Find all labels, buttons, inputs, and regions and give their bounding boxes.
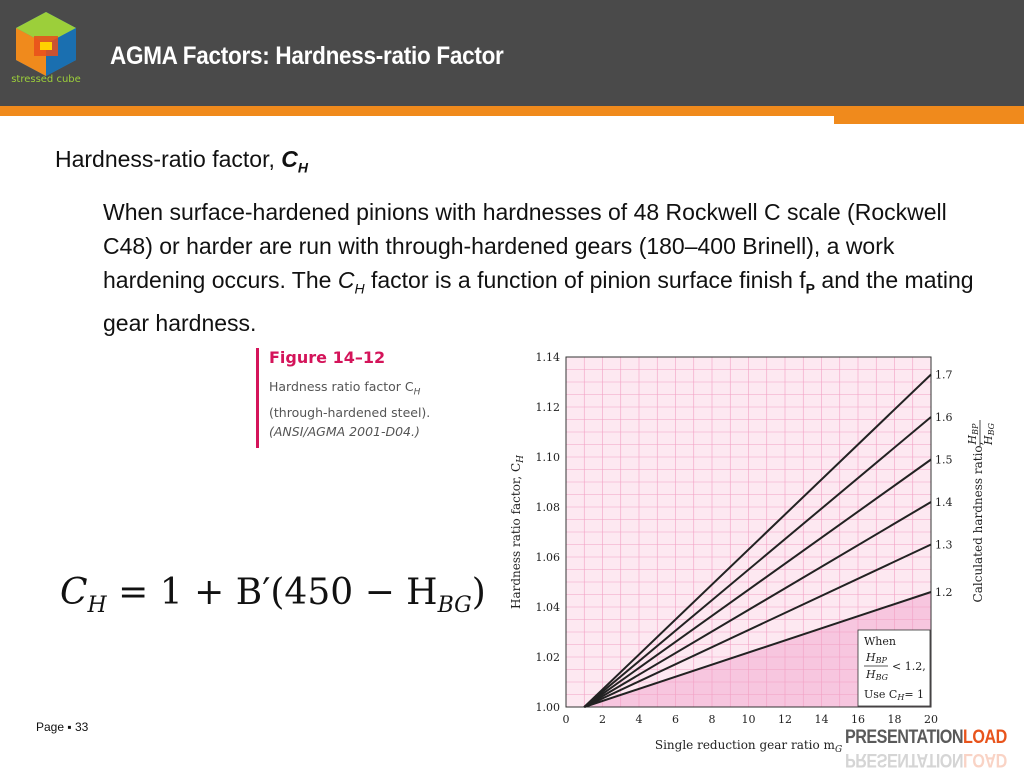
series-label: 1.6 <box>935 411 953 424</box>
x-tick-label: 6 <box>672 713 679 726</box>
note-ratio-den: HBG <box>866 668 889 682</box>
x-tick-label: 20 <box>924 713 938 726</box>
y-tick-label: 1.06 <box>535 551 560 564</box>
header-bar <box>0 0 1024 106</box>
x-tick-label: 0 <box>562 713 570 726</box>
figure-caption-line3: (ANSI/AGMA 2001-D04.) <box>269 423 420 439</box>
note-ratio-num: HBP <box>866 651 887 665</box>
series-label: 1.3 <box>935 538 953 552</box>
y-axis-label: Hardness ratio factor, $C_H$ <box>509 454 526 610</box>
x-tick-label: 14 <box>814 713 829 726</box>
series-label: 1.2 <box>935 586 953 599</box>
logo-text: stressed cube <box>11 74 81 85</box>
slide-title: AGMA Factors: Hardness-ratio Factor <box>110 42 504 70</box>
x-tick-label: 8 <box>708 713 716 726</box>
x-tick-label: 10 <box>741 713 756 726</box>
x-tick-label: 2 <box>599 713 606 726</box>
right-axis-label <box>966 420 996 602</box>
x-tick-label: 16 <box>851 713 865 726</box>
presentationload-brand: PRESENTATIONLOAD <box>845 727 1007 748</box>
y-tick-label: 1.00 <box>535 701 560 714</box>
x-axis-label: Single reduction gear ratio $m_G$ <box>654 738 843 755</box>
series-label: 1.5 <box>935 453 953 467</box>
figure-caption-line1: Hardness ratio factor $C_H$ <box>269 379 421 398</box>
body-paragraph: When surface-hardened pinions with hardnesses of 48 Rockwell C scale (Rockwell C48) or harder are run with through-hardened gears (180–400 Brinell), a work hardening occurs. The $C_H$ factor is a function of pinion surface finish $f_P$ and the mating gear hardness. <box>103 199 974 336</box>
right-label-frac-num: HBP <box>966 423 980 445</box>
figure-number: Figure 14–12 <box>269 348 386 367</box>
y-tick-label: 1.12 <box>535 401 560 414</box>
y-tick-label: 1.10 <box>535 451 560 464</box>
right-label-frac-den: HBG <box>982 422 996 446</box>
x-tick-label: 18 <box>887 713 902 726</box>
subhead-symbol: $C_H$ <box>281 146 309 176</box>
subhead-text: Hardness-ratio factor, <box>55 146 282 172</box>
section-subhead <box>55 146 308 176</box>
page-number: Page ▪ 33 <box>36 720 89 734</box>
hardness-ratio-chart <box>500 345 1020 755</box>
series-label: 1.4 <box>935 496 953 509</box>
ch-formula: $C_H = 1 + B'(450 - H_{BG})$ <box>60 572 486 619</box>
x-tick-label: 12 <box>778 713 792 726</box>
y-tick-label: 1.08 <box>535 501 560 514</box>
accent-bar-secondary <box>834 116 1024 124</box>
y-tick-label: 1.02 <box>535 651 560 664</box>
accent-bar <box>0 106 1024 116</box>
y-tick-label: 1.04 <box>535 601 560 614</box>
note-line3: Use CH= 1 <box>864 688 925 702</box>
right-axis-label-text: Calculated hardness ratio, <box>971 441 985 603</box>
note-inequality: < 1.2, <box>892 660 926 673</box>
figure-caption <box>256 348 509 448</box>
note-line1: When <box>864 635 896 648</box>
x-tick-label: 4 <box>635 713 643 726</box>
series-label: 1.7 <box>935 368 953 382</box>
figure-caption-line2: (through-hardened steel). <box>269 404 431 420</box>
y-tick-label: 1.14 <box>535 351 560 364</box>
brand-reflection: PRESENTATIONLOAD <box>845 749 1007 770</box>
